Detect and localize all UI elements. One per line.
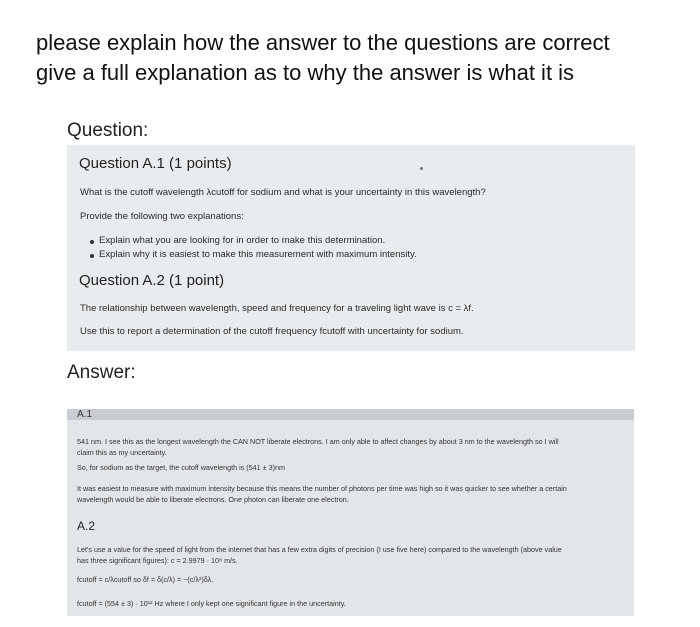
answer-a1-header: A.1 — [77, 409, 93, 420]
stray-dot — [420, 167, 423, 170]
request-text — [36, 28, 686, 88]
question-a2-text-2: Use this to report a determination of the cutoff frequency fcutoff with uncertainty for sodium. — [80, 326, 464, 337]
answer-a1-p3-line-1: It was easiest to measure with maximum intensity because this means the number of photons per time was high so it was quicker to see whether a certain — [77, 484, 567, 493]
answer-a1-p3-line-2: wavelength would be able to liberate electrons. One photon can liberate one electron. — [77, 495, 349, 504]
answer-a1-p2: So, for sodium as the target, the cutoff wavelength is (541 ± 3)nm — [77, 463, 285, 472]
answer-screenshot — [67, 409, 634, 616]
question-a1-provide: Provide the following two explanations: — [80, 211, 244, 222]
question-label: Question: — [67, 120, 149, 141]
question-a1-bullet-2: Explain why it is easiest to make this measurement with maximum intensity. — [99, 249, 417, 260]
question-a1-text: What is the cutoff wavelength λcutoff for sodium and what is your uncertainty in this wavelength? — [80, 187, 486, 198]
question-a2-text-1: The relationship between wavelength, speed and frequency for a traveling light wave is c = λf. — [80, 303, 474, 314]
answer-a1-p1-line-1: 541 nm. I see this as the longest wavelength the CAN NOT liberate electrons. I am only able to affect changes by about 3 nm to the wavelength so I will — [77, 437, 559, 446]
question-a2-title: Question A.2 (1 point) — [79, 272, 225, 289]
bullet-icon — [90, 254, 94, 258]
question-a1-bullet-1: Explain what you are looking for in order to make this determination. — [99, 235, 386, 246]
request-line-2: give a full explanation as to why the answer is what it is — [36, 60, 575, 85]
bullet-icon — [90, 240, 94, 244]
answer-a2-header: A.2 — [77, 519, 96, 533]
question-screenshot — [67, 145, 635, 351]
answer-label: Answer: — [67, 362, 136, 383]
answer-a1-p1-line-2: claim this as my uncertainty. — [77, 448, 167, 457]
answer-a2-p2: fcutoff = c/λcutoff so δf = δ(c/λ) = −(c/λ²)δλ. — [77, 575, 214, 584]
question-a1-title: Question A.1 (1 points) — [79, 155, 232, 172]
answer-a2-p1-line-1: Let's use a value for the speed of light from the internet that has a few extra digits of precision (I use five here) compared to the wavelength (above value — [77, 545, 562, 554]
answer-header-strip — [67, 409, 634, 420]
request-line-1: please explain how the answer to the questions are correct — [36, 30, 610, 55]
answer-a2-p3: fcutoff = (554 ± 3) · 10¹² Hz where I only kept one significant figure in the uncertainty. — [77, 599, 346, 608]
answer-a2-p1-line-2: has three significant figures): c = 2.9979 · 10⁸ m/s. — [77, 556, 238, 565]
